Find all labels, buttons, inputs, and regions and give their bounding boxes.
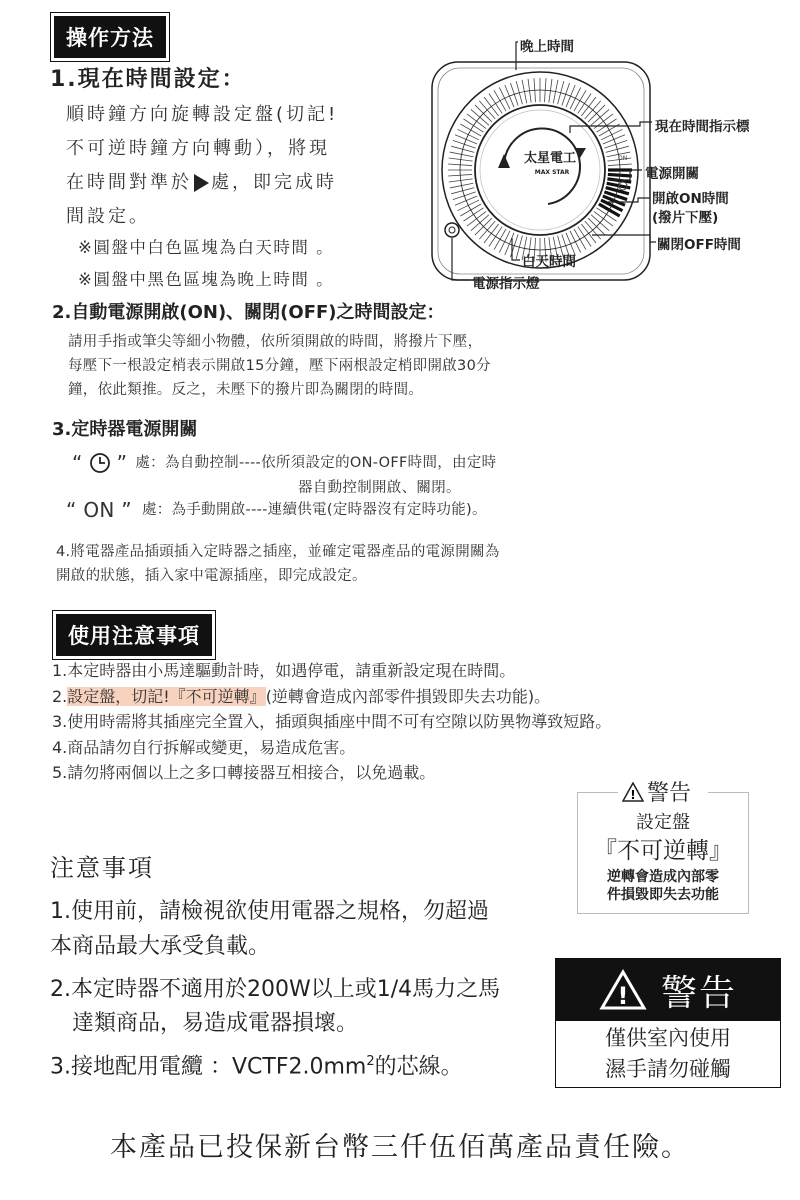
superscript: 2 — [366, 1054, 375, 1069]
brand-logo-en: MAX STAR — [534, 169, 570, 176]
warning-line: 設定盤 — [636, 812, 690, 833]
label-current-time-marker: 現在時間指示標 — [655, 119, 750, 135]
section1-body — [66, 98, 406, 234]
clock-icon — [89, 452, 111, 474]
body-line: 開啟的狀態，插入家中電源插座，即完成設定。 — [56, 568, 367, 584]
auto-mode-text: 處：為自動控制----依所須設定的ON-OFF時間，由定時 — [135, 455, 497, 471]
warning-body — [556, 1021, 780, 1085]
manual-mode-row — [66, 498, 487, 522]
warning-box-indoor — [555, 958, 781, 1088]
body-text: 在時間對準於 — [66, 172, 192, 193]
body-line: 鐘，依此類推。反之，未壓下的撥片即為關閉的時間。 — [68, 382, 424, 398]
svg-text:!: ! — [617, 982, 629, 1010]
label-power-switch: 電源開關 — [645, 166, 699, 182]
label-on-time — [652, 190, 729, 228]
section1-title: 1.現在時間設定： — [50, 67, 246, 92]
usage-list — [52, 658, 611, 786]
section4-body — [56, 540, 500, 588]
notes-line: 1.使用前，請檢視欲使用電器之規格，勿超過 — [50, 899, 489, 924]
note-line: ※圓盤中黑色區塊為晚上時間 。 — [78, 270, 335, 289]
list-item-text: (逆轉會造成內部零件損毀即失去功能)。 — [265, 686, 551, 706]
section-tag-usage — [52, 610, 216, 660]
warning-detail-line: 件損毀即失去功能 — [607, 887, 719, 903]
warning-line: 僅供室內使用 — [605, 1026, 731, 1050]
notes-text: 3.接地配用電纜 ：VCTF2.0mm — [50, 1054, 367, 1080]
svg-text:!: ! — [630, 787, 636, 802]
label-power-indicator: 電源指示燈 — [472, 276, 540, 292]
warning-triangle-icon — [599, 969, 647, 1011]
auto-mode-text-2: 器自動控制開啟、關閉。 — [298, 480, 461, 496]
body-line: 不可逆時鐘方向轉動），將現 — [66, 138, 330, 159]
body-line: 4.將電器產品插頭插入定時器之插座，並確定電器產品的電源開關為 — [56, 544, 500, 560]
list-item — [52, 684, 611, 710]
insurance-statement: 本產品已投保新台幣三仟伍佰萬產品責任險。 — [110, 1132, 690, 1163]
section3-title: 3.定時器電源開關 — [52, 419, 198, 440]
section-tag-operation — [50, 12, 170, 62]
section2-title: 2.自動電源開啟(ON)、關閉(OFF)之時間設定： — [52, 302, 445, 323]
section2-body — [68, 330, 491, 402]
warning-header — [556, 959, 780, 1021]
play-triangle-icon — [194, 174, 209, 192]
label-on-time-line: (撥片下壓) — [652, 210, 719, 226]
label-on-time-line: 開啟ON時間 — [652, 191, 729, 207]
list-item: 5.請勿將兩個以上之多口轉接器互相接合，以免過載。 — [52, 763, 436, 782]
switch-on-label: ON — [618, 155, 628, 162]
quote-open: “ — [72, 451, 83, 475]
timer-diagram — [420, 30, 790, 300]
warning-line: 濕手請勿碰觸 — [605, 1057, 731, 1081]
body-line: 間設定。 — [66, 206, 150, 227]
notes-line: 2.本定時器不適用於200W以上或1/4馬力之馬 — [50, 977, 501, 1002]
list-item: 1.本定時器由小馬達驅動計時，如遇停電，請重新設定現在時間。 — [52, 661, 516, 680]
label-day-time: 白天時間 — [522, 254, 576, 270]
section-tag-label: 使用注意事項 — [56, 614, 212, 656]
section1-notes — [78, 232, 334, 296]
manual-mode-text: 處：為手動開啟----連續供電(定時器沒有定時功能)。 — [141, 502, 487, 518]
list-item: 3.使用時需將其插座完全置入，插頭與插座中間不可有空隙以防異物導致短路。 — [52, 712, 612, 731]
auto-mode-row — [72, 451, 496, 475]
brand-logo: 太星電工 — [523, 151, 577, 166]
warning-title: 警告 — [647, 781, 692, 806]
body-line — [66, 166, 406, 200]
list-item-number: 2. — [52, 686, 68, 706]
notes-title: 注意事項 — [50, 854, 154, 882]
body-line: 順時鐘方向旋轉設定盤(切記! — [66, 104, 339, 125]
notes-line: 達類商品，易造成電器損壞。 — [72, 1011, 359, 1036]
body-line: 每壓下一根設定梢表示開啟15分鐘，壓下兩根設定梢即開啟30分 — [68, 358, 491, 374]
notes-text: 的芯線。 — [374, 1054, 463, 1080]
label-night-time: 晚上時間 — [520, 39, 574, 55]
notes-line — [50, 1040, 463, 1089]
quote-close: ” — [116, 451, 128, 475]
warning-detail — [578, 868, 748, 904]
body-text: 處，即完成時 — [211, 172, 337, 193]
warning-line-emphasis: 『不可逆轉』 — [594, 838, 732, 864]
warning-triangle-icon — [622, 782, 644, 802]
body-line: 請用手指或筆尖等細小物體，依所須開啟的時間，將撥片下壓， — [68, 334, 483, 350]
power-indicator-light — [445, 223, 459, 237]
highlighted-text: 設定盤，切記!『不可逆轉』 — [67, 686, 266, 706]
label-off-time: 關閉OFF時間 — [657, 237, 741, 253]
warning-detail-line: 逆轉會造成內部零 — [607, 869, 719, 885]
list-item: 4.商品請勿自行拆解或變更，易造成危害。 — [52, 737, 356, 757]
note-line: ※圓盤中白色區塊為白天時間 。 — [78, 238, 335, 257]
on-switch-label: “ ON ” — [66, 498, 132, 522]
notes-line: 本商品最大承受負載。 — [50, 934, 271, 959]
warning-title: 警告 — [660, 972, 737, 1014]
warning-heading — [618, 776, 695, 807]
warning-box-reverse — [577, 781, 749, 914]
section-tag-label: 操作方法 — [54, 16, 166, 58]
